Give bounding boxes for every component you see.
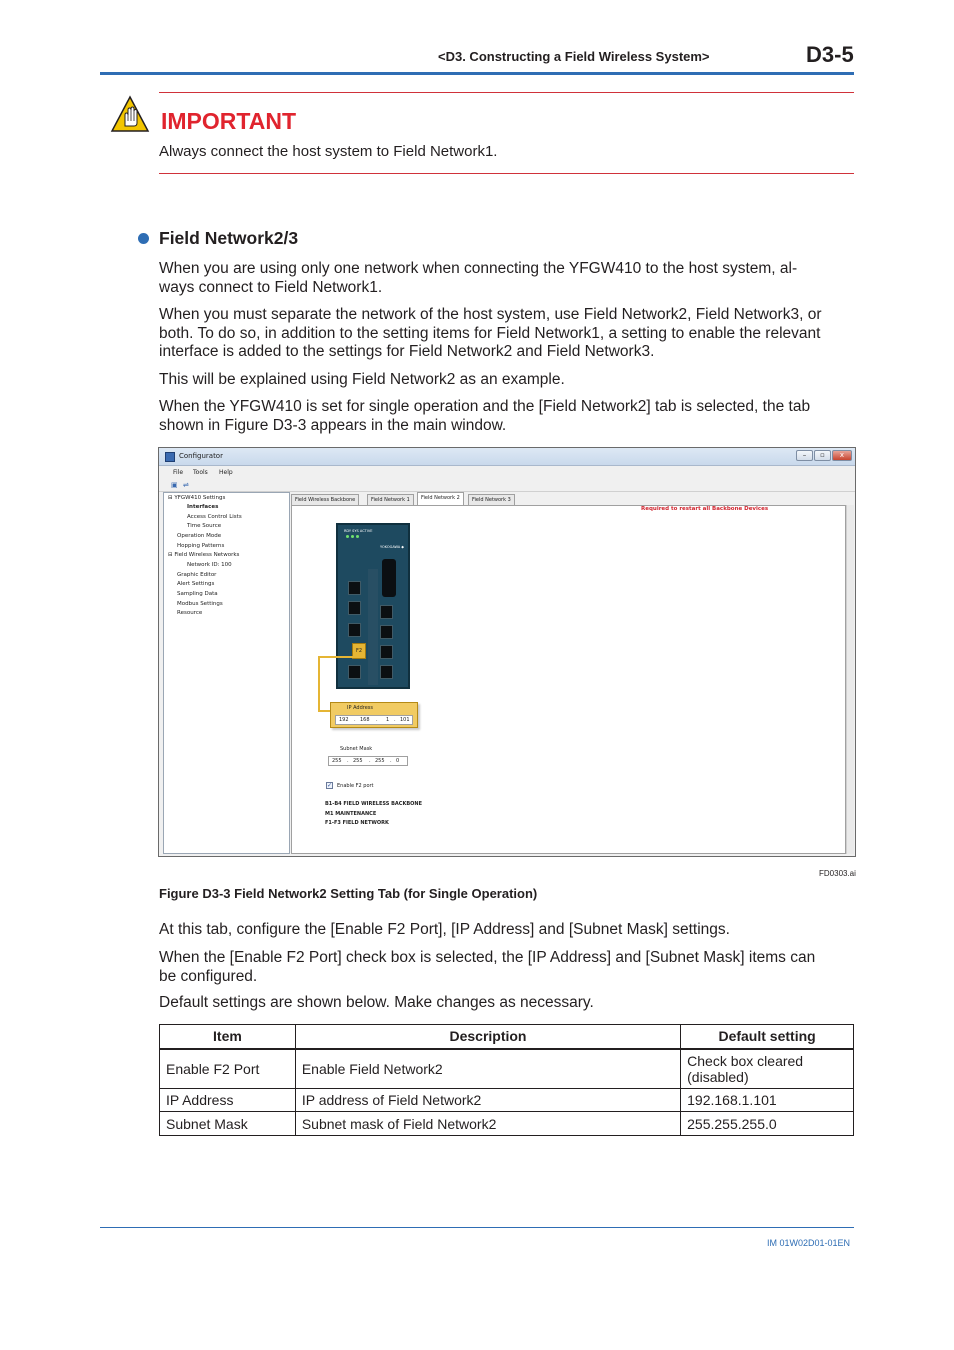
section-bullet [138,233,149,244]
legend-line: B1-B4 FIELD WIRELESS BACKBONE [325,801,423,807]
port-icon [380,665,393,679]
table-cell: 255.255.255.0 [681,1112,854,1136]
table-cell: IP address of Field Network2 [295,1089,680,1112]
led-icon [346,535,349,538]
tree-item[interactable]: Time Source [187,523,222,529]
tab-field-wireless-backbone[interactable]: Field Wireless Backbone [291,494,359,505]
tree-item[interactable]: Alert Settings [177,581,215,587]
close-button[interactable]: x [832,450,852,461]
page-number: D3-5 [806,42,854,67]
settings-tree [163,492,290,854]
paragraph: At this tab, configure the [Enable F2 Port], [IP Address] and [Subnet Mask] settings. [159,921,730,938]
important-bottom-rule [159,173,854,174]
figure-id: FD0303.ai [819,869,856,878]
port-icon [348,623,361,637]
table-cell: Subnet Mask [160,1112,296,1136]
paragraph: This will be explained using Field Network2 as an example. [159,371,565,388]
tree-item[interactable]: ⊟ YFGW410 Settings [168,495,226,501]
menu-tools[interactable]: Tools [193,469,208,476]
important-title: IMPORTANT [161,108,297,134]
table-row [160,1089,854,1112]
save-icon[interactable]: ▣ [171,481,178,489]
table-cell: Enable Field Network2 [295,1049,680,1089]
gateway-device-illustration [336,523,410,689]
header-rule [100,72,854,75]
table-cell: 192.168.1.101 [681,1089,854,1112]
tree-item[interactable]: Network ID: 100 [187,562,232,568]
column-header: Description [295,1025,680,1049]
ip-address-label: IP Address [347,705,373,711]
port-icon [380,645,393,659]
toolbar [159,478,855,492]
table-cell: IP Address [160,1089,296,1112]
footer-rule [100,1227,854,1228]
connector-wire [318,656,354,658]
important-text: Always connect the host system to Field Network1. [159,143,498,160]
connector-wire [318,656,320,712]
menu-help[interactable]: Help [219,469,233,476]
table-header-row [160,1025,854,1049]
connect-icon[interactable]: ⇌ [183,481,189,489]
ip-address-input[interactable]: 192 . 168 . 1 . 101 [335,715,413,725]
port-icon [348,601,361,615]
led-icon [356,535,359,538]
enable-f2-label: Enable F2 port [337,783,374,789]
paragraph: When you are using only one network when connecting the YFGW410 to the host system, al- ways connect to Field Network1. [159,260,798,296]
subnet-mask-input[interactable]: 255 . 255 . 255 . 0 [328,756,408,766]
device-stripe [368,569,378,685]
device-brand: YOKOGAWA ◆ [380,545,404,549]
tree-item[interactable]: Modbus Settings [177,601,223,607]
enable-f2-checkbox[interactable]: ✓ [327,782,333,789]
tree-item[interactable]: Hopping Patterns [177,543,225,549]
legend-line: M1 MAINTENANCE [325,811,377,817]
device-status-label: RDY SYS ACTIVE [344,529,373,533]
paragraph: When the YFGW410 is set for single operation and the [Field Network2] tab is selected, the tab shown in Figure D3-3 appears in the main window. [159,398,811,434]
tab-field-network-2[interactable]: Field Network 2 [417,492,464,505]
app-icon [165,452,175,462]
tab-field-network-3[interactable]: Field Network 3 [468,494,515,505]
tree-item[interactable]: Graphic Editor [177,572,217,578]
led-icon [351,535,354,538]
table-cell: Enable F2 Port [160,1049,296,1089]
default-settings-table [159,1024,854,1136]
important-top-rule [159,92,854,93]
menu-bar [159,466,855,478]
caution-hand-icon [110,95,150,133]
tree-item[interactable]: Sampling Data [177,591,218,597]
paragraph: When the [Enable F2 Port] check box is selected, the [IP Address] and [Subnet Mask] items can be configured. [159,949,816,985]
tree-item[interactable]: Resource [177,610,203,616]
minimize-button[interactable]: – [796,450,813,461]
configurator-screenshot [158,447,856,857]
port-icon [380,625,393,639]
ip-address-panel [330,702,418,728]
document-id: IM 01W02D01-01EN [767,1238,851,1248]
window-title: Configurator [179,452,223,460]
tab-content [291,505,846,854]
tree-item[interactable]: Interfaces [187,504,219,510]
paragraph: When you must separate the network of the host system, use Field Network2, Field Network3, or both. To do so, in addition to the setting items for Field Network1, a setting to enable the relevant interface is added to the settings for Field Network2 and Field Network3. [159,306,822,360]
window-titlebar [159,448,855,466]
figure-caption: Figure D3-3 Field Network2 Setting Tab (for Single Operation) [159,886,538,901]
paragraph: Default settings are shown below. Make changes as necessary. [159,994,594,1011]
tree-item[interactable]: Access Control Lists [187,514,242,520]
f2-port[interactable]: F2 [352,643,366,659]
port-icon [348,581,361,595]
section-title: Field Network2/3 [159,228,299,248]
restart-notice: Required to restart all Backbone Devices [641,506,769,512]
table-cell: Check box cleared (disabled) [681,1049,854,1089]
table-row [160,1112,854,1136]
legend-line: F1-F3 FIELD NETWORK [325,820,389,826]
column-header: Item [160,1025,296,1049]
subnet-mask-label: Subnet Mask [340,746,373,752]
scrollbar[interactable] [846,505,854,854]
maximize-button[interactable]: ▫ [814,450,831,461]
tree-item[interactable]: ⊟ Field Wireless Networks [168,552,240,558]
column-header: Default setting [681,1025,854,1049]
table-cell: Subnet mask of Field Network2 [295,1112,680,1136]
table-row [160,1049,854,1089]
menu-file[interactable]: File [173,469,184,476]
running-header: <D3. Constructing a Field Wireless System> [438,49,710,64]
port-icon [348,665,361,679]
tree-item[interactable]: Operation Mode [177,533,222,539]
port-icon [380,605,393,619]
serial-port-icon [382,559,396,597]
tab-field-network-1[interactable]: Field Network 1 [367,494,414,505]
